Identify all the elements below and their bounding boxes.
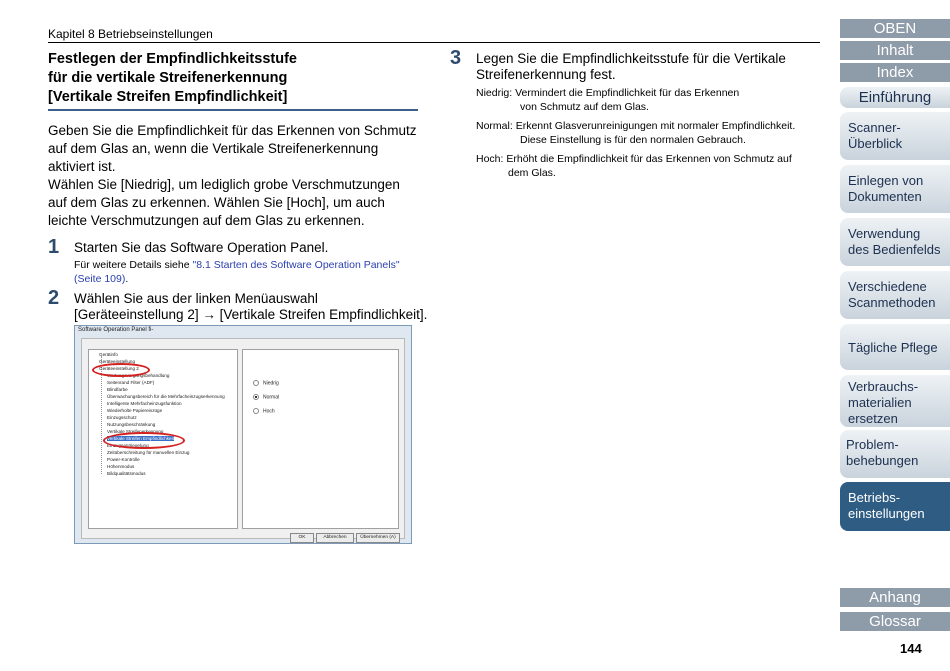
nav-glossar-button[interactable]: Glossar	[840, 612, 950, 631]
software-operation-panel-screenshot	[74, 325, 412, 544]
tree-item: Geräteeinstellung 2	[99, 366, 139, 371]
step-text: Starten Sie das Software Operation Panel.	[74, 240, 329, 255]
window-title: Software Operation Panel fi-	[78, 327, 154, 333]
tree-item: Wartungsvorgangsbehandlung	[107, 373, 170, 378]
radio-option[interactable]: Niedrig	[253, 380, 279, 386]
tree-item: Einzugsschutz	[107, 415, 137, 420]
tree-item: Power-Kontrolle	[107, 457, 140, 462]
tab-verbrauchsmaterialien[interactable]: Verbrauchs- materialien ersetzen	[840, 375, 950, 427]
step-text: Streifenerkennung fest.	[476, 67, 616, 82]
intro-line: auf dem Glas zu erkennen. Wählen Sie [Hoch], um auch	[48, 195, 385, 210]
step-text: Wählen Sie aus der linken Menüauswahl	[74, 291, 318, 306]
tab-scanmethoden[interactable]: Verschiedene Scanmethoden	[840, 271, 950, 319]
tree-item: Einzugsentriegelung	[107, 443, 149, 448]
radio-icon	[253, 380, 259, 386]
ok-button[interactable]: OK	[290, 533, 314, 543]
reference-link[interactable]: "8.1 Starten des Software Operation Panels" (Seite 109)	[74, 259, 400, 285]
heading-line: Festlegen der Empfindlichkeitsstufe	[48, 51, 297, 67]
options-panel	[242, 349, 399, 529]
header-divider	[48, 42, 820, 43]
highlight-ellipse	[103, 432, 185, 449]
tree-item: Seitenrand Filter (ADF)	[107, 380, 155, 385]
tab-scanner-ueberblick[interactable]: Scanner- Überblick	[840, 112, 950, 160]
tree-item: Intelligente Mehrfacheinzugsfunktion	[107, 401, 182, 406]
apply-button[interactable]: Übernehmen (A)	[356, 533, 400, 543]
mode-normal: Normal: Erkennt Glasverunreinigungen mit normaler Empfindlichkeit. Diese Einstellung is für den normalen Gebrauch.	[476, 120, 796, 146]
radio-selected-icon	[253, 394, 259, 400]
tree-item: Geräteeinstellung	[99, 359, 136, 364]
cancel-button[interactable]: Abbrechen	[316, 533, 354, 543]
tab-bedienfeld[interactable]: Verwendung des Bedienfelds	[840, 218, 950, 266]
intro-line: aktiviert ist.	[48, 159, 116, 174]
page-number: 144	[900, 641, 922, 656]
menu-tree	[88, 349, 238, 529]
tab-einfuehrung[interactable]: Einführung	[840, 87, 950, 108]
tree-item: Bildqualitätsmodus	[107, 471, 146, 476]
tree-item: Überwachungsbereich für die Mehrfacheinzugserkennung	[107, 394, 225, 399]
heading-line: [Vertikale Streifen Empfindlichkeit]	[48, 89, 288, 105]
nav-inhalt-button[interactable]: Inhalt	[840, 41, 950, 60]
step-number: 1	[48, 236, 60, 258]
nav-index-button[interactable]: Index	[840, 63, 950, 82]
tab-betriebseinstellungen[interactable]: Betriebs- einstellungen	[840, 482, 950, 531]
tree-item: Höhenmodus	[107, 464, 135, 469]
mode-list	[476, 86, 831, 180]
radio-icon	[253, 408, 259, 414]
step-reference: Für weitere Details siehe "8.1 Starten des Software Operation Panels" (Seite 109).	[74, 259, 400, 285]
tree-item: Zeitüberschreitung für manuellen Einzug	[107, 450, 190, 455]
intro-line: Wählen Sie [Niedrig], um lediglich grobe Verschmutzungen	[48, 177, 400, 192]
tree-item-selected[interactable]: Vertikale Streifen Empfindlichkeit	[107, 436, 174, 441]
tree-item: Wiederholte Papiereinzüge	[107, 408, 163, 413]
step-number: 2	[48, 287, 60, 309]
mode-niedrig: Niedrig: Vermindert die Empfindlichkeit für das Erkennen von Schmutz auf dem Glas.	[476, 87, 740, 113]
tree-item: Nutzungsbeschränkung	[107, 422, 156, 427]
chapter-title: Kapitel 8 Betriebseinstellungen	[48, 27, 213, 41]
tree-item: Gerätinfo	[99, 352, 118, 357]
nav-anhang-button[interactable]: Anhang	[840, 588, 950, 607]
nav-oben-button[interactable]: OBEN	[840, 19, 950, 38]
radio-option[interactable]: Normal	[253, 394, 279, 400]
heading-line: für die vertikale Streifenerkennung	[48, 70, 288, 86]
tree-item: Vertikale Streifenerkennung	[107, 429, 164, 434]
mode-hoch: Hoch: Erhöht die Empfindlichkeit für das Erkennen von Schmutz auf dem Glas.	[476, 153, 792, 179]
highlight-ellipse	[92, 363, 150, 377]
intro-line: leichte Verschmutzungen auf dem Glas zu erkennen.	[48, 213, 365, 228]
step-text: [Geräteeinstellung 2] → [Vertikale Streifen Empfindlichkeit].	[74, 307, 428, 322]
radio-option[interactable]: Hoch	[253, 408, 275, 414]
tree-item: Blindfarbe	[107, 387, 128, 392]
tab-einlegen[interactable]: Einlegen von Dokumenten	[840, 165, 950, 213]
step-number: 3	[450, 47, 462, 69]
section-heading	[48, 50, 418, 107]
heading-divider	[48, 109, 418, 111]
intro-line: Geben Sie die Empfindlichkeit für das Erkennen von Schmutz	[48, 123, 417, 138]
tab-problembehebungen[interactable]: Problem- behebungen	[840, 430, 950, 478]
intro-paragraph	[48, 122, 428, 230]
step-text: Legen Sie die Empfindlichkeitsstufe für die Vertikale	[476, 51, 786, 66]
tab-taegliche-pflege[interactable]: Tägliche Pflege	[840, 324, 950, 370]
intro-line: auf dem Glas an, wenn die Vertikale Streifenerkennung	[48, 141, 379, 156]
